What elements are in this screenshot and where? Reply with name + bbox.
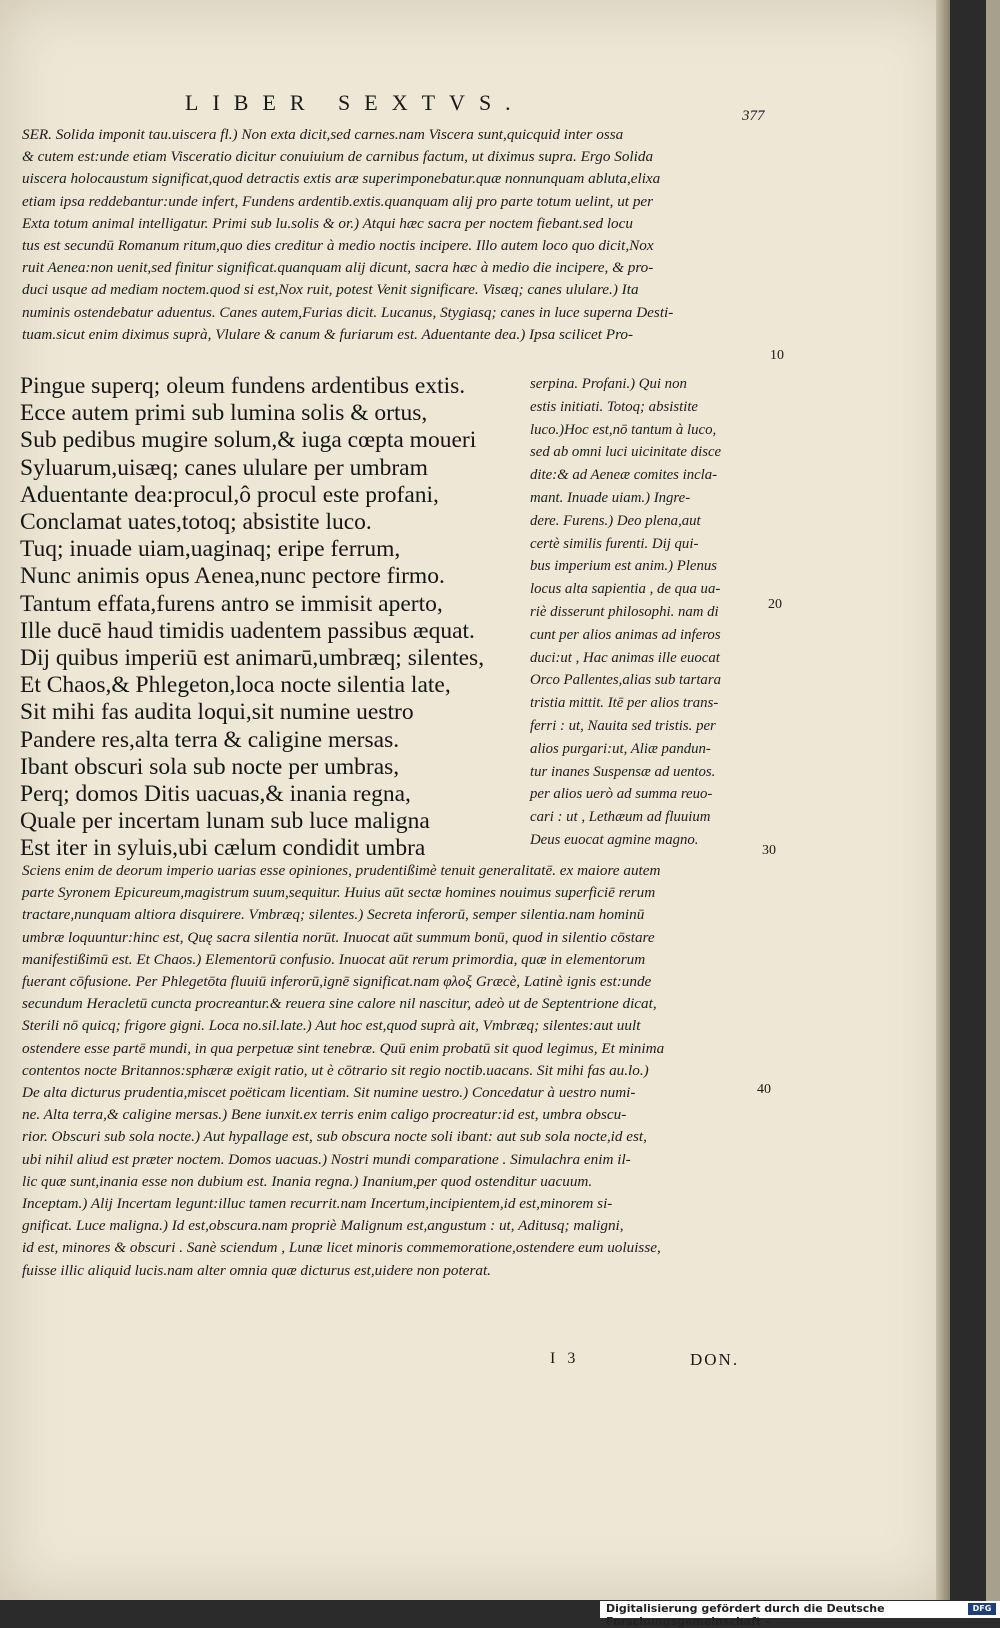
commentary-top: [22, 124, 782, 346]
footer-text: Digitalisierung gefördert durch die Deutsche Forschungsgemeinschaft -: [606, 1602, 885, 1628]
side-commentary-line: dite:& ad Aeneæ comites incla-: [530, 467, 718, 484]
side-commentary-line: cari : ut , Lethæum ad fluuium: [530, 809, 711, 826]
side-commentary-line: riè disserunt philosophi. nam di: [530, 603, 719, 620]
page-number: 377: [742, 108, 765, 124]
side-commentary-line: sed ab omni luci uicinitate disce: [530, 444, 722, 461]
commentary-line: tuam.sicut enim diximus suprà, Vlulare & canum & furiarum est. Aduentante dea.) Ipsa scilicet Pro-: [22, 325, 634, 343]
commentary-line: ubi nihil aliud est præter noctem. Domos uacuas.) Nostri mundi comparatione . Simulachra enim il-: [22, 1150, 631, 1168]
verse-line: Ecce autem primi sub lumina solis & ortus,: [20, 400, 428, 427]
commentary-line: manifestißimū est. Et Chaos.) Elementorū confusio. Inuocat aūt rerum primordia, quæ in elementorum: [22, 950, 646, 968]
commentary-line: Exta totum animal intelligatur. Primi sub lu.solis & or.) Atqui hæc sacra per noctem fiebant.sed locu: [22, 214, 633, 232]
commentary-line: ruit Aenea:non uenit,sed finitur significat.quanquam alij dicunt, sacra hæc à medio die incipere, & pro-: [22, 259, 654, 277]
commentary-line: & cutem est:unde etiam Visceratio dicitur conuiuium de carnibus factum, ut diximus supra. Ergo Solida: [22, 148, 654, 166]
dfg-logo: DFG: [968, 1603, 996, 1615]
verse-line: Dij quibus imperiū est animarū,umbræq; silentes,: [20, 645, 485, 672]
commentary-line: Sciens enim de deorum imperio uarias esse opiniones, prudentißimè tenuit generalitatē. ex maiore autem: [22, 862, 661, 879]
side-commentary-line: Deus euocat agmine magno.: [530, 831, 699, 848]
side-commentary-line: bus imperium est anim.) Plenus: [530, 558, 717, 575]
footer-bar: [600, 1601, 1000, 1628]
commentary-line: etiam ipsa reddebantur:unde infert, Fundens ardentib.extis.quanquam alij pro parte totum uelint, ut per: [22, 192, 654, 210]
commentary-line: ostendere esse partē mundi, in qua perpetuæ sint tenebræ. Quū enim probatū sit quod legimus, Et minima: [22, 1039, 665, 1057]
side-commentary-line: mant. Inuade uiam.) Ingre-: [530, 489, 691, 506]
commentary-line: duci usque ad mediam noctem.quod si est,Nox ruit, potest Venit significare. Visæq; canes ululare.) Ita: [22, 281, 639, 299]
verse-line: Quale per incertam lunam sub luce maligna: [20, 808, 430, 835]
side-commentary-line: alios purgari:ut, Aliæ pandun-: [530, 740, 711, 757]
signature-mark: I 3: [550, 1350, 580, 1367]
line-number: 40: [757, 1082, 771, 1097]
commentary-line: rior. Obscuri sub sola nocte.) Aut hypallage est, sub obscura nocte soli ibant: aut sub sola nocte,id est,: [22, 1128, 647, 1146]
line-number: 10: [770, 348, 784, 363]
commentary-line: uiscera holocaustum significat,quod detractis extis aræ superimponebatur.quæ nonnunquam abluta,elixa: [22, 170, 661, 188]
verse-line: Aduentante dea:procul,ô procul este profani,: [20, 481, 439, 508]
verse-line: Sub pedibus mugire solum,& iuga cœpta moueri: [20, 427, 477, 454]
catchword: DON.: [690, 1350, 740, 1369]
side-commentary-line: locus alta sapientia , de qua ua-: [530, 581, 721, 598]
commentary-line: Inceptam.) Alij Incertam legunt:illuc tamen recurrit.nam Incertum,incipientem,id est,minorem si-: [22, 1195, 613, 1213]
side-commentary: [530, 373, 780, 852]
side-commentary-line: ferri : ut, Nauita sed tristis. per: [530, 717, 716, 734]
commentary-line: Sterili nō quicq; frigore gigni. Loca no.sil.late.) Aut hoc est,quod suprà ait, Vmbræq; silentes:aut uult: [22, 1017, 641, 1035]
verse-line: Tantum effata,furens antro se immisit aperto,: [20, 590, 443, 617]
verse-line: Ibant obscuri sola sub nocte per umbras,: [20, 753, 400, 780]
commentary-line: id est, minores & obscuri . Sanè sciendum , Lunæ licet minoris commemoratione,ostendere eum uoluisse,: [22, 1239, 661, 1257]
verse-line: Conclamat uates,totoq; absistite luco.: [20, 509, 372, 536]
side-commentary-line: cunt per alios animas ad inferos: [530, 626, 721, 643]
page-edge: [986, 0, 1000, 1601]
commentary-line: numinis ostendebatur aduentus. Canes autem,Furias dicit. Lucanus, Stygiasq; canes in luce superna Desti-: [22, 303, 674, 321]
verse-line: Pandere res,alta terra & caligine mersas.: [20, 726, 400, 753]
verse-line: Syluarum,uisæq; canes ululare per umbram: [20, 454, 428, 481]
commentary-line: fuerant cōfusione. Per Phlegetōta fluuiū inferorū,ignē significat.nam φλοξ Græcè, Latinè ignis est:unde: [22, 973, 652, 991]
side-commentary-line: duci:ut , Hac animas ille euocat: [530, 649, 720, 666]
commentary-line: parte Syronem Epicureum,magistrum suum,sequitur. Huius aūt sectæ homines nouimus superficiē rerum: [22, 884, 656, 902]
side-commentary-line: tristia mittit. Itē per alios trans-: [530, 695, 719, 712]
verse-line: Nunc animis opus Aenea,nunc pectore firmo.: [20, 563, 445, 590]
commentary-line: tractare,nunquam altiora disquirere. Vmbræq; silentes.) Secreta inferorū, semper silentia.nam hominū: [22, 906, 645, 924]
commentary-line: ne. Alta terra,& caligine mersas.) Bene iunxit.ex terris enim caligo procreatur:id est, umbra obscu-: [22, 1106, 627, 1124]
side-commentary-line: per alios uerò ad summa reuo-: [530, 786, 713, 803]
side-commentary-line: luco.)Hoc est,nō tantum à luco,: [530, 421, 717, 438]
commentary-line: tus est secundū Romanum ritum,quo dies creditur à medio noctis incipere. Illo autem loco quo dicit,Nox: [22, 237, 654, 255]
side-commentary-line: dere. Furens.) Deo plena,aut: [530, 512, 701, 529]
side-commentary-line: serpina. Profani.) Qui non: [530, 376, 687, 392]
commentary-line: fuisse illic aliquid lucis.nam alter omnia quæ dicturus est,uidere non poterat.: [22, 1261, 491, 1279]
commentary-line: secundum Heracletū cuncta procreantur.& reuera sine calore nil nascitur, adeò ut de Septentrione dicat,: [22, 995, 657, 1013]
commentary-bottom: [22, 860, 782, 1282]
line-number: 20: [768, 597, 782, 612]
verse-line: Tuq; inuade uiam,uaginaq; eripe ferrum,: [20, 536, 401, 563]
side-commentary-line: certè similis furenti. Dij qui-: [530, 535, 699, 552]
side-commentary-line: Orco Pallentes,alias sub tartara: [530, 672, 721, 689]
side-commentary-line: tur inanes Suspensæ ad uentos.: [530, 763, 716, 780]
commentary-line: umbræ loquuntur:hinc est, Quę sacra silentia norūt. Inuocat aūt summum bonū, quod in silentio cōstare: [22, 928, 655, 946]
commentary-line: SER. Solida imponit tau.uiscera fl.) Non exta dicit,sed carnes.nam Viscera sunt,quicquid inter ossa: [22, 126, 624, 143]
commentary-line: gnificat. Luce maligna.) Id est,obscura.nam propriè Malignum est,angustum : ut, Aditusq; maligni,: [22, 1217, 624, 1235]
commentary-line: contentos nocte Britannos:sphæræ exigit ratio, ut è cōtrario sit regio noctib.uacans. Sit mihi fas au.lo.): [22, 1061, 649, 1079]
verse-line: Ille ducē haud timidis uadentem passibus æquat.: [20, 617, 475, 644]
commentary-line: lic quæ sunt,inania esse non dubium est. Inania regna.) Inanium,per quod ostenditur uacuum.: [22, 1172, 593, 1190]
line-number: 30: [762, 843, 776, 858]
verse-line: Pingue superq; oleum fundens ardentibus extis.: [20, 373, 466, 399]
verse-line: Est iter in syluis,ubi cælum condidit umbra: [20, 835, 426, 862]
running-title: LIBER SEXTVS.: [185, 90, 525, 115]
commentary-line: De alta dicturus prudentia,miscet poëticam licentiam. Sit numine uestro.) Concedatur à uestro numi-: [22, 1084, 636, 1102]
verse-line: Et Chaos,& Phlegeton,loca nocte silentia late,: [20, 672, 451, 699]
verse-line: Perq; domos Ditis uacuas,& inania regna,: [20, 781, 411, 808]
verse-text: [20, 373, 515, 863]
verse-line: Sit mihi fas audita loqui,sit numine uestro: [20, 699, 414, 726]
side-commentary-line: estis initiati. Totoq; absistite: [530, 398, 698, 415]
